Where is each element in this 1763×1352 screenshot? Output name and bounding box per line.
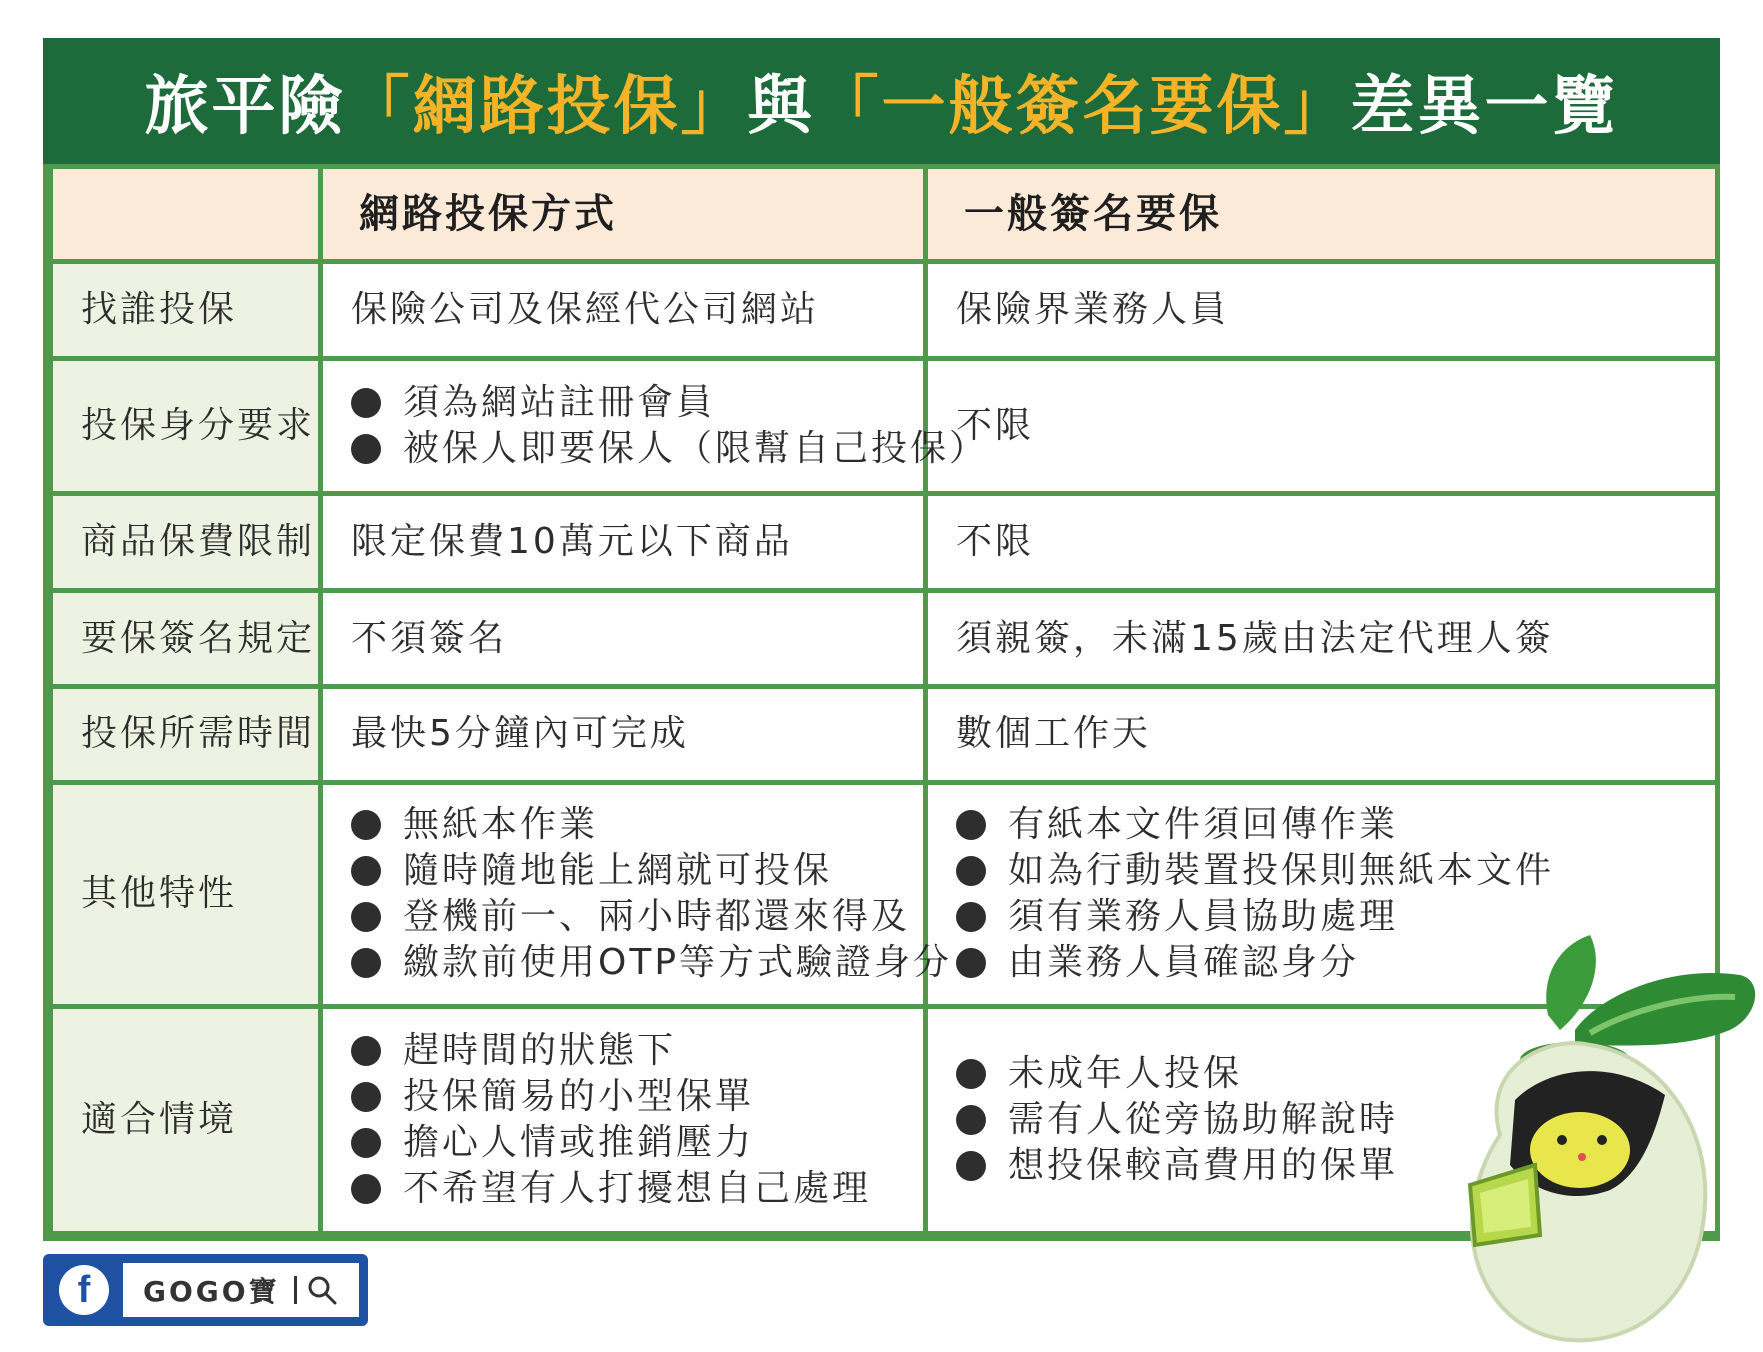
bullet-dot-icon (351, 856, 381, 886)
online-bullet-list (351, 380, 989, 472)
title-prefix: 旅平險 (144, 70, 346, 144)
bullet-dot-icon (956, 810, 986, 840)
list-item (351, 1074, 923, 1120)
brand-name: GOGO寶 (143, 1275, 280, 1308)
header-corner (51, 167, 321, 262)
bullet-dot-icon (351, 1128, 381, 1158)
bullet-dot-icon (351, 1174, 381, 1204)
offline-text: 須親簽，未滿15歲由法定代理人簽 (956, 617, 1554, 659)
list-item-text: 繳款前使用OTP等方式驗證身分 (403, 942, 953, 984)
list-item-text: 登機前一、兩小時都還來得及 (403, 896, 911, 938)
bullet-dot-icon (956, 902, 986, 932)
online-cell (321, 591, 926, 687)
offline-cell (926, 687, 1718, 783)
bullet-dot-icon (351, 1036, 381, 1066)
mascot-body-icon (1470, 1043, 1705, 1340)
list-item-text: 被保人即要保人（限幫自己投保） (403, 427, 989, 469)
search-icon (307, 1275, 337, 1305)
mascot-illustration (1440, 935, 1763, 1352)
online-bullet-list (351, 802, 953, 986)
row-label-cell (51, 494, 321, 591)
list-item (956, 802, 1715, 848)
list-item (351, 426, 989, 472)
list-item-text: 隨時隨地能上網就可投保 (403, 850, 833, 892)
offline-cell (926, 358, 1718, 494)
facebook-brand-badge[interactable] (43, 1254, 368, 1326)
online-cell (321, 358, 989, 494)
table-row (51, 591, 1718, 687)
bullet-dot-icon (351, 902, 381, 932)
title-suffix: 差異一覽 (1350, 70, 1619, 144)
page-title (43, 38, 1720, 164)
brand-search-box[interactable] (123, 1263, 359, 1317)
online-cell (321, 494, 926, 591)
list-item-text: 不希望有人打擾想自己處理 (403, 1167, 872, 1209)
offline-text: 保險界業務人員 (956, 288, 1230, 330)
list-item (351, 1166, 923, 1212)
bullet-dot-icon (351, 948, 381, 978)
bullet-dot-icon (351, 810, 381, 840)
row-label-cell (51, 261, 321, 358)
list-item (956, 894, 1715, 940)
row-label-cell (51, 1006, 321, 1233)
title-highlight-online: 「網路投保」 (345, 70, 748, 144)
list-item-text: 須有業務人員協助處理 (1008, 896, 1399, 938)
bullet-dot-icon (956, 1105, 986, 1135)
online-cell (321, 687, 926, 783)
online-text: 保險公司及保經代公司網站 (351, 288, 820, 330)
bullet-dot-icon (956, 948, 986, 978)
list-item (351, 1120, 923, 1166)
online-cell (321, 261, 926, 358)
table-row (51, 494, 1718, 591)
row-label: 適合情境 (81, 1098, 238, 1140)
offline-text: 不限 (956, 521, 1035, 563)
list-item-text: 須為網站註冊會員 (403, 381, 716, 423)
row-label: 投保身分要求 (81, 404, 316, 446)
online-text: 最快5分鐘內可完成 (351, 713, 689, 755)
row-label: 要保簽名規定 (81, 617, 316, 659)
bullet-dot-icon (956, 856, 986, 886)
offline-text: 不限 (956, 404, 1035, 446)
brand-divider (294, 1276, 297, 1304)
list-item-text: 需有人從旁協助解說時 (1008, 1098, 1399, 1140)
table-row (51, 687, 1718, 783)
row-label-cell (51, 358, 321, 494)
row-label: 商品保費限制 (81, 521, 316, 563)
bullet-dot-icon (351, 388, 381, 418)
row-label-cell (51, 687, 321, 783)
list-item (351, 1028, 923, 1074)
offline-text: 數個工作天 (956, 713, 1152, 755)
facebook-icon: f (59, 1265, 109, 1315)
list-item-text: 由業務人員確認身分 (1008, 942, 1360, 984)
list-item (351, 940, 953, 986)
list-item (351, 848, 923, 894)
bullet-dot-icon (956, 1151, 986, 1181)
offline-cell (926, 494, 1718, 591)
list-item-text: 投保簡易的小型保單 (403, 1075, 755, 1117)
list-item (351, 802, 923, 848)
list-item-text: 如為行動裝置投保則無紙本文件 (1008, 850, 1555, 892)
list-item (351, 894, 923, 940)
offline-cell (926, 591, 1718, 687)
title-highlight-signature: 「一般簽名要保」 (814, 70, 1351, 144)
list-item-text: 有紙本文件須回傳作業 (1008, 804, 1399, 846)
online-cell (321, 1006, 926, 1233)
bullet-dot-icon (956, 1059, 986, 1089)
offline-cell (926, 261, 1718, 358)
list-item-text: 想投保較高費用的保單 (1008, 1144, 1399, 1186)
list-item-text: 無紙本作業 (403, 804, 599, 846)
bullet-dot-icon (351, 1082, 381, 1112)
list-item-text: 擔心人情或推銷壓力 (403, 1121, 755, 1163)
list-item-text: 未成年人投保 (1008, 1052, 1243, 1094)
row-label: 投保所需時間 (81, 713, 316, 755)
online-text: 限定保費10萬元以下商品 (351, 521, 793, 563)
online-bullet-list (351, 1028, 923, 1212)
online-text: 不須簽名 (351, 617, 508, 659)
online-cell (321, 782, 953, 1006)
bullet-dot-icon (351, 434, 381, 464)
row-label-cell (51, 591, 321, 687)
table-header-row (51, 167, 1718, 262)
table-row (51, 261, 1718, 358)
row-label: 其他特性 (81, 873, 238, 915)
header-offline: 一般簽名要保 (926, 167, 1718, 262)
table-row (51, 358, 1718, 494)
title-mid: 與 (747, 70, 815, 144)
list-item (351, 380, 923, 426)
row-label: 找誰投保 (81, 288, 238, 330)
list-item (956, 848, 1715, 894)
list-item-text: 趕時間的狀態下 (403, 1029, 677, 1071)
row-label-cell (51, 782, 321, 1006)
header-online: 網路投保方式 (321, 167, 926, 262)
